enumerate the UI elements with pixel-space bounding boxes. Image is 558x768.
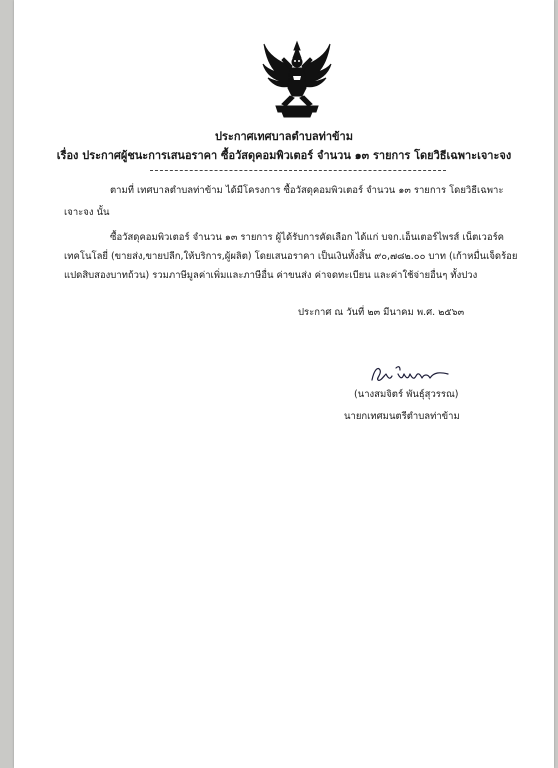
signatory-name: (นางสมจิตร์ พันธุ์สุวรรณ) <box>354 389 459 400</box>
announcement-subject: เรื่อง ประกาศผู้ชนะการเสนอราคา ซื้อวัสดุคอมพิวเตอร์ จำนวน ๑๓ รายการ โดยวิธีเฉพาะเจาะจง <box>56 149 512 162</box>
paragraph-2-line-1: ซื้อวัสดุคอมพิวเตอร์ จำนวน ๑๓ รายการ ผู้ได้รับการคัดเลือก ได้แก่ บจก.เอ็นเตอร์ไพรส์ เน็ตเวอร์ค <box>110 232 505 243</box>
signatory-position: นายกเทศมนตรีตำบลท่าข้าม <box>344 411 460 422</box>
divider <box>150 170 446 171</box>
paragraph-2-line-2: เทคโนโลยี่ (ขายส่ง,ขายปลีก,ให้บริการ,ผู้ผลิต) โดยเสนอราคา เป็นเงินทั้งสิ้น ๙๐,๗๘๒.๐๐ บาท (เก้าหมื่นเจ็ดร้อย <box>64 251 518 262</box>
document-page <box>14 0 554 768</box>
paragraph-2-line-3: แปดสิบสองบาทถ้วน) รวมภาษีมูลค่าเพิ่มและภาษีอื่น ค่าขนส่ง ค่าจดทะเบียน และค่าใช้จ่ายอื่นๆ ทั้งปวง <box>64 270 478 281</box>
garuda-emblem-icon <box>260 40 334 118</box>
handwritten-signature <box>368 362 454 386</box>
announcement-title: ประกาศเทศบาลตำบลท่าข้าม <box>215 130 353 143</box>
announcement-date: ประกาศ ณ วันที่ ๒๓ มีนาคม พ.ศ. ๒๕๖๓ <box>298 307 465 318</box>
paragraph-1-line-1: ตามที่ เทศบาลตำบลท่าข้าม ได้มีโครงการ ซื้อวัสดุคอมพิวเตอร์ จำนวน ๑๓ รายการ โดยวิธีเฉพาะ <box>110 185 504 196</box>
paragraph-1-line-2: เจาะจง นั้น <box>64 207 110 218</box>
